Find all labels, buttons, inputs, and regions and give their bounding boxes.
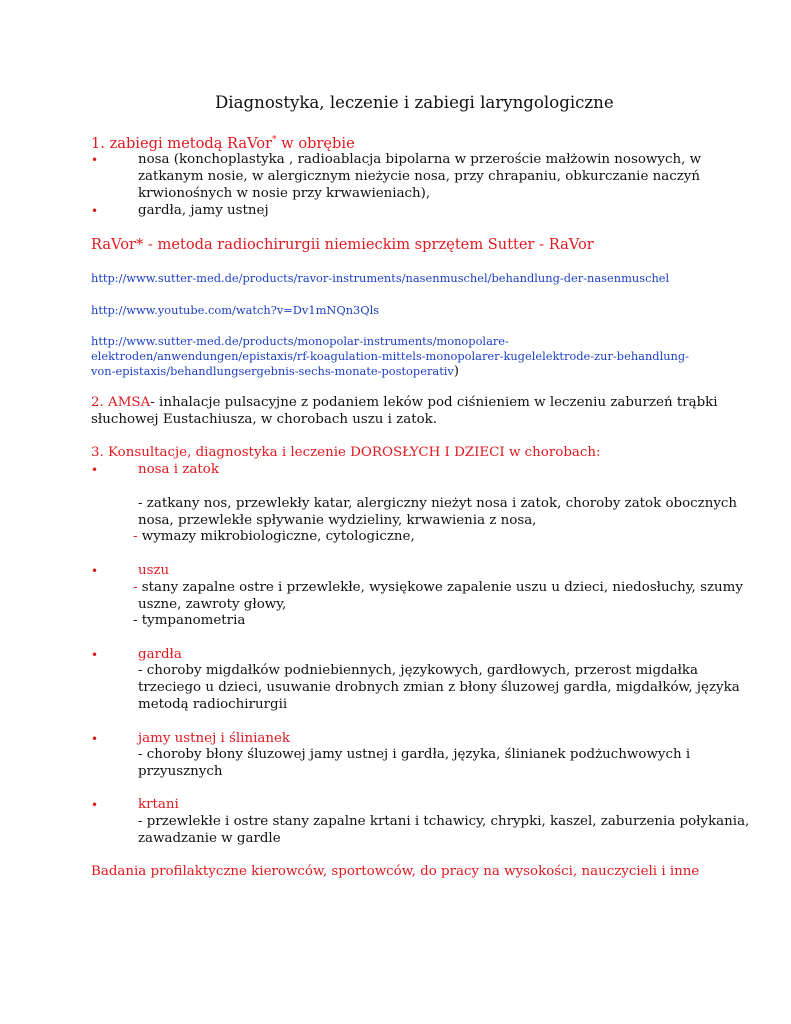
page-title: Diagnostyka, leczenie i zabiegi laryngologiczne (215, 93, 614, 112)
bullet-icon: • (91, 798, 99, 812)
link-sutter-epistaxis-line1[interactable]: http://www.sutter-med.de/products/monopolar-instruments/monopolare- (91, 334, 509, 348)
section3-mouth-line1: - choroby błony śluzowej jamy ustnej i gardła, języka, ślinianek podżuchwowych i (138, 747, 691, 762)
section2-label: 2. AMSA (91, 395, 151, 410)
section3-ears-line1-text: stany zapalne ostre i przewlekłe, wysiękowe zapalenie uszu u dzieci, niedosłuchy, szumy (141, 580, 743, 595)
bullet-icon: • (91, 463, 99, 477)
section3-ears-line3: - tympanometria (133, 613, 246, 628)
section3-mouth-label: jamy ustnej i ślinianek (138, 731, 291, 746)
section3-throat-line1: - choroby migdałków podniebiennych, językowych, gardłowych, przerost migdałka (138, 663, 699, 678)
section3-nose-line2: nosa, przewlekłe spływanie wydzieliny, krwawienia z nosa, (138, 513, 537, 528)
section2-line1 (91, 394, 718, 411)
section3-nose-line1: - zatkany nos, przewlekły katar, alergiczny nieżyt nosa i zatok, choroby zatok obocznych (138, 496, 738, 511)
section1-item-nose-line2: zatkanym nosie, w alergicznym nieżycie nosa, przy chrapaniu, obkurczanie naczyń (138, 169, 700, 184)
section3-nose-dash: - (133, 529, 142, 544)
section3-nose-label: nosa i zatok (138, 462, 219, 477)
section2-line2: słuchowej Eustachiusza, w chorobach uszu i zatok. (91, 412, 438, 427)
section3-nose-last: wymazy mikrobiologiczne, cytologiczne, (141, 529, 415, 544)
section3-nose-line3 (133, 528, 415, 545)
section1-heading-main: 1. zabiegi metodą RaVor (91, 134, 273, 152)
footer-note: Badania profilaktyczne kierowców, sportowców, do pracy na wysokości, nauczycieli i inne (91, 864, 700, 879)
bullet-icon: • (91, 564, 99, 578)
section3-larynx-line1: - przewlekłe i ostre stany zapalne krtani i tchawicy, chrypki, kaszel, zaburzenia połykania, (138, 814, 750, 829)
ravor-note: RaVor* - metoda radiochirurgii niemieckim sprzętem Sutter - RaVor (91, 236, 594, 253)
section1-item-throat: gardła, jamy ustnej (138, 203, 269, 218)
link-sutter-nasenmuschel[interactable]: http://www.sutter-med.de/products/ravor-instruments/nasenmuschel/behandlung-der-nasenmuschel (91, 271, 670, 285)
link-sutter-epistaxis-line2[interactable]: elektroden/anwendungen/epistaxis/rf-koagulation-mittels-monopolarer-kugelelektrode-zur-behandlung- (91, 349, 690, 363)
section3-ears-line1 (133, 579, 743, 596)
section3-throat-line3: metodą radiochirurgii (138, 697, 288, 712)
link-close-paren: ) (453, 364, 459, 379)
bullet-icon: • (91, 648, 99, 662)
link-sutter-epistaxis-line3-text[interactable]: von-epistaxis/behandlungsergebnis-sechs-monate-postoperativ (91, 364, 454, 378)
section1-item-nose-line3: krwionośnych w nosie przy krwawieniach), (138, 186, 431, 201)
bullet-icon: • (91, 732, 99, 746)
section3-heading: 3. Konsultacje, diagnostyka i leczenie DOROSŁYCH I DZIECI w chorobach: (91, 445, 601, 460)
section3-larynx-line2: zawadzanie w gardle (138, 831, 281, 846)
link-youtube[interactable]: http://www.youtube.com/watch?v=Dv1mNQn3Qls (91, 303, 380, 317)
section1-heading-rest: w obrębie (276, 134, 355, 152)
section1-heading-star: * (272, 135, 277, 145)
section3-larynx-label: krtani (138, 797, 179, 812)
section3-ears-label: uszu (138, 563, 170, 578)
section3-mouth-line2: przyusznych (138, 764, 223, 779)
section1-heading (91, 132, 355, 152)
bullet-icon: • (91, 204, 99, 218)
section2-line1-rest: - inhalacje pulsacyjne z podaniem leków pod ciśnieniem w leczeniu zaburzeń trąbki (150, 395, 718, 410)
section3-throat-label: gardła (138, 647, 182, 662)
section3-ears-line2: uszne, zawroty głowy, (138, 597, 287, 612)
section3-ears-dash: - (133, 580, 142, 595)
section1-item-nose-line1: nosa (konchoplastyka , radioablacja bipolarna w przeroście małżowin nosowych, w (138, 152, 702, 167)
link-sutter-epistaxis-line3 (91, 363, 459, 380)
bullet-icon: • (91, 153, 99, 167)
section3-throat-line2: trzeciego u dzieci, usuwanie drobnych zmian z błony śluzowej gardła, migdałków, języka (138, 680, 740, 695)
